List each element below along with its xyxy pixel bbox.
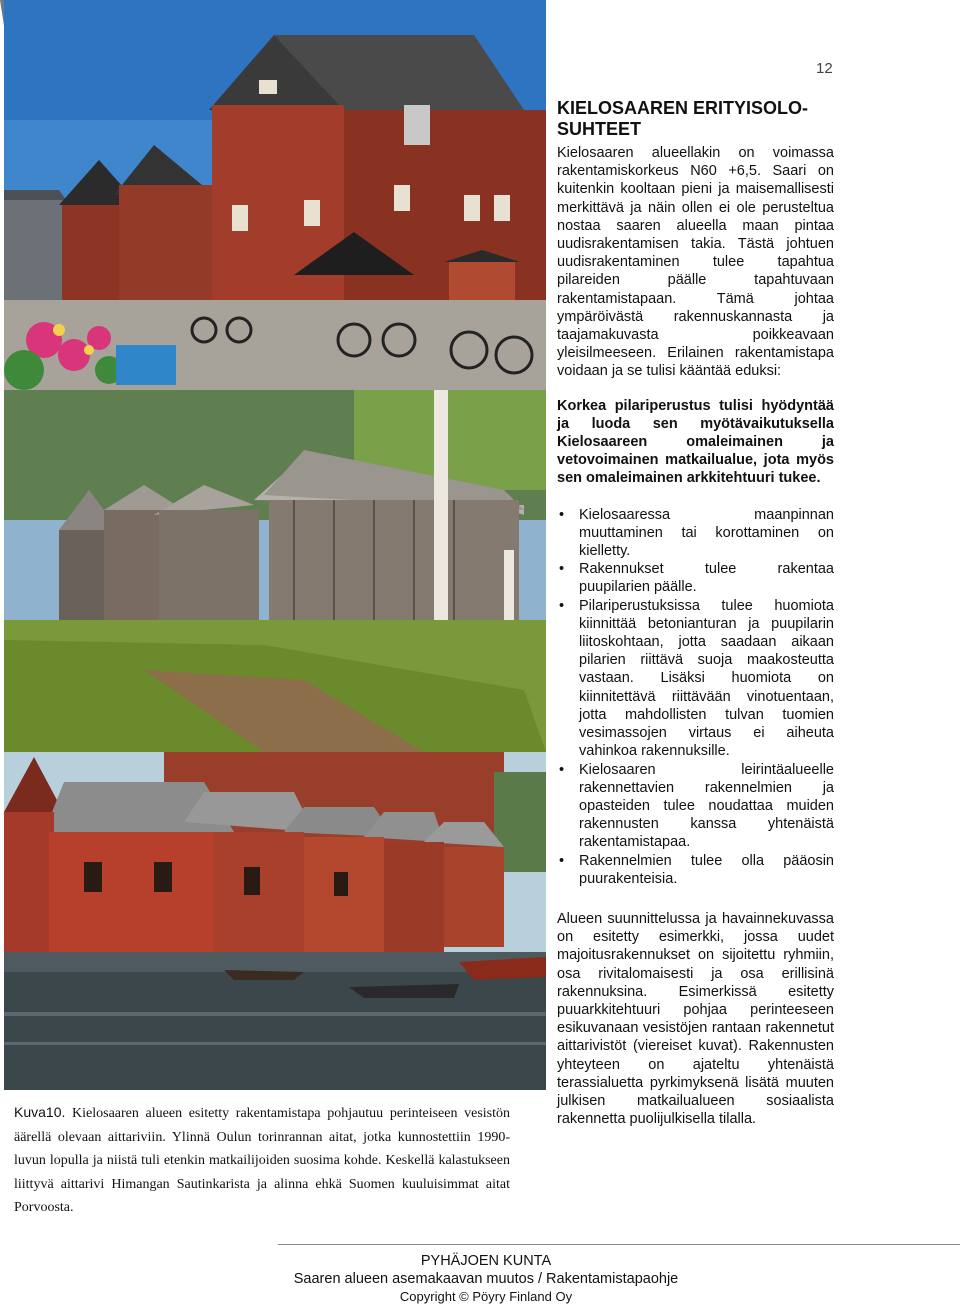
figure-caption [14, 1101, 510, 1220]
footer-copyright: Copyright © Pöyry Finland Oy [399, 1289, 573, 1304]
bold-statement: Korkea pilariperustus tulisi hyödyntää ja luoda sen myötävaikutuksella Kielosaareen omaleimainen ja vetovoimainen matkailualue, jota myös sen omaleimainen arkkitehtuuri tukee. [557, 397, 834, 487]
bullet-icon: • [559, 761, 565, 778]
caption-label: Kuva10. [14, 1104, 66, 1120]
list-item: • Rakennelmien tulee olla pääosin puurakenteisia. [559, 852, 834, 887]
page-footer [278, 1252, 694, 1306]
closing-paragraph: Alueen suunnittelussa ja havainnekuvassa on esitetty esimerkki, jossa uudet majoitusrakennukset on sijoitettu ryhmiin, osa rivitalomaisesti ja osa erillisinä rakennuksina. Esimerkissä esitetty puuarkkitehtuuri pohjaa perinteeseen esikuvanaan vesistöjen rantaan rakennetut aittarivistöt (viereiset kuvat). Rakennusten yhteyteen on ajateltu yhtenäistä terassialuetta pyrkimyksenä lisätä muuten julkisen matkailualueen sosiaalista rakennetta puolijulkisella tilalla. [557, 910, 834, 1128]
footer-org: PYHÄJOEN KUNTA [420, 1253, 552, 1269]
footer-title: Saaren alueen asemakaavan muutos / Rakentamistapaohje [293, 1271, 679, 1287]
main-text-column [557, 98, 834, 1128]
list-item: • Pilariperustuksissa tulee huomiota kiinnittää betonianturan ja puupilarin liitoskohtaan, jotta saadaan aikaan pilarien riittävä suoja maakosteutta vastaan. Lisäksi huomiota on kiinnitettävä riittävään vinotuentaan, jotta mahdollisten tulvan tuomien vesimassojen virtaus ei aiheuta vahinkoa rakennuksille. [559, 597, 834, 760]
section-heading: KIELOSAAREN ERITYISOLO-SUHTEET [557, 98, 809, 139]
bullet-icon: • [559, 852, 565, 869]
photo-oulu-storehouses [4, 0, 546, 390]
list-item: • Rakennukset tulee rakentaa puupilarien päälle. [559, 561, 834, 596]
photo-himanka-sheds [4, 390, 546, 752]
list-item: • Kielosaaressa maanpinnan muuttaminen tai korottaminen on kielletty. [559, 506, 834, 560]
page-number: 12 [816, 60, 833, 77]
photo-porvoo-storehouses [4, 752, 546, 1090]
bullet-icon: • [559, 597, 565, 614]
bullet-icon: • [559, 506, 565, 523]
intro-paragraph: Kielosaaren alueellakin on voimassa rakentamiskorkeus N60 +6,5. Saari on kuitenkin kooltaan pieni ja maisemallisesti merkittävä ja näin ollen ei ole perusteltua nostaa saaren alueella maan pintaa uudisrakentamisen takia. Tästä johtuen uudisrakentaminen tulee tapahtua pilareiden päälle tapahtuvaan rakentamistapaan. Tämä johtaa ympäröivästä rakennuskannasta ja taajamakuvasta poikkeavaan yleisilmeeseen. Erilainen rakentamistapa voidaan ja se tulisi kääntää eduksi: [557, 145, 834, 380]
list-item: • Kielosaaren leirintäalueelle rakennettavien rakennelmien ja opasteiden tulee noudattaa muiden rakennusten kanssa yhtenäistä rakentamistapaa. [559, 761, 834, 851]
bullet-icon: • [559, 561, 565, 578]
guideline-list [557, 506, 834, 888]
footer-divider [278, 1244, 960, 1245]
caption-text: Kielosaaren alueen esitetty rakentamistapa pohjautuu perinteiseen vesistön äärellä olevaan aittariviin. Ylinnä Oulun torinrannan aitat, jotka kunnostettiin 1990-luvun lopulla ja niistä tuli etenkin matkailijoiden suosima kohde. Keskellä kalastukseen liittyvä aittarivi Himangan Sautinkarista ja alinna ehkä Suomen kuuluisimmat aitat Porvoosta. [14, 1106, 511, 1215]
